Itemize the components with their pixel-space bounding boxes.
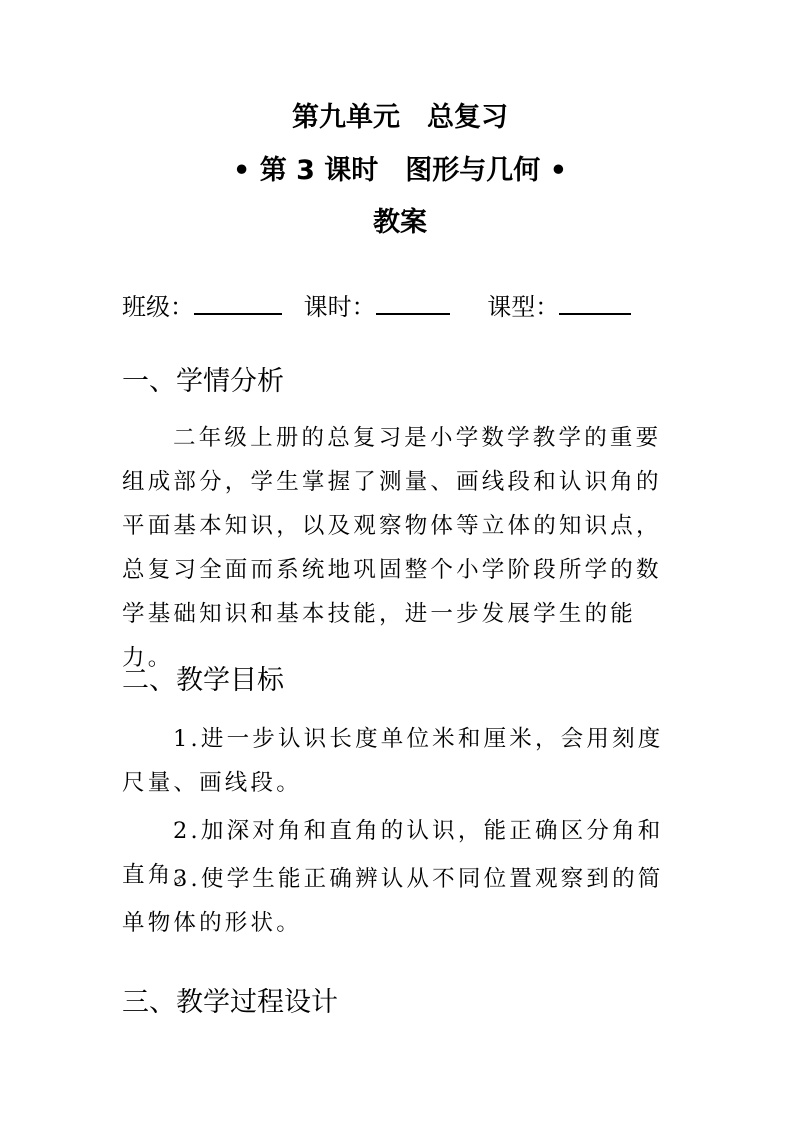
type-label: 课型： [487,293,560,321]
class-blank-line [194,287,282,315]
teaching-goal-item: 1.进一步认识长度单位米和厘米，会用刻度尺量、画线段。 [122,726,664,796]
teaching-goal-item: 2.加深对角和直角的认识，能正确区分角和直角。 [122,818,664,888]
period-label: 课时： [303,293,376,321]
section-heading-student-analysis: 一、学情分析 [122,366,284,397]
period-blank-line [376,287,450,315]
type-blank-line [559,287,631,315]
document-type-title: 教案 [373,207,427,238]
lesson-title: • 第 3 课时 图形与几何 • [233,155,567,186]
section-heading-teaching-process: 三、教学过程设计 [122,987,338,1018]
unit-title: 第九单元 总复习 [292,102,508,133]
teaching-goal-item: 3.使学生能正确辨认从不同位置观察到的简单物体的形状。 [122,866,664,936]
student-analysis-paragraph: 二年级上册的总复习是小学数学教学的重要组成部分，学生掌握了测量、画线段和认识角的平面基本知识，以及观察物体等立体的知识点，总复习全面而系统地巩固整个小学阶段所学的数学基础知识和基本技能，进一步发展学生的能力。 [122,425,662,671]
info-fields [122,287,631,325]
class-label: 班级： [122,293,194,321]
section-heading-teaching-goals: 二、教学目标 [122,665,284,696]
